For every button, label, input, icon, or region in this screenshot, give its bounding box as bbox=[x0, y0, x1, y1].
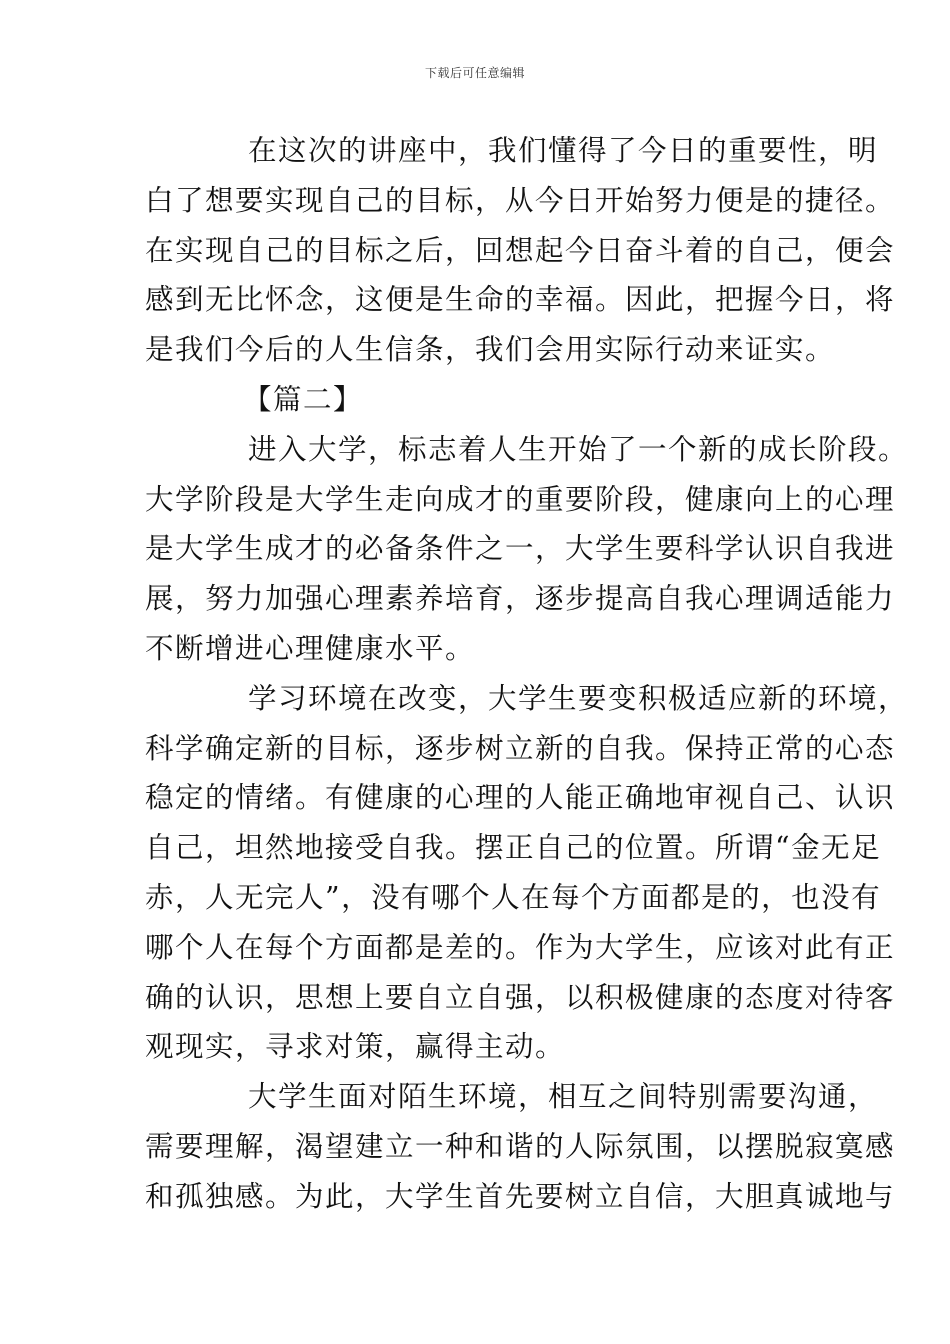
page-header: 下载后可任意编辑 bbox=[424, 66, 525, 80]
text-line: 哪个人在每个方面都是差的。作为大学生，应该对此有正 bbox=[145, 930, 896, 964]
text-line: 和孤独感。为此，大学生首先要树立自信，大胆真诚地与 bbox=[145, 1179, 896, 1213]
text-line: 自己，坦然地接受自我。摆正自己的位置。所谓“金无足 bbox=[145, 831, 882, 865]
text-line: 在实现自己的目标之后，回想起今日奋斗着的自己，便会 bbox=[145, 233, 896, 267]
document-body bbox=[145, 126, 909, 1222]
text-line: 展，努力加强心理素养培育，逐步提高自我心理调适能力 bbox=[145, 582, 896, 616]
paragraph bbox=[145, 126, 896, 375]
text-line: 大学生面对陌生环境，相互之间特别需要沟通， bbox=[248, 1080, 879, 1114]
paragraph bbox=[145, 1072, 896, 1221]
text-line: 在这次的讲座中，我们懂得了今日的重要性，明 bbox=[248, 134, 879, 167]
text-line: 确的认识，思想上要自立自强，以积极健康的态度对待客 bbox=[145, 980, 896, 1014]
text-line: 观现实，寻求对策，赢得主动。 bbox=[145, 1030, 566, 1064]
text-line: 需要理解，渴望建立一种和谐的人际氛围，以摆脱寂寞感 bbox=[145, 1129, 896, 1163]
text-line: 稳定的情绪。有健康的心理的人能正确地审视自己、认识 bbox=[145, 781, 896, 815]
text-line: 科学确定新的目标，逐步树立新的自我。保持正常的心态 bbox=[145, 731, 896, 765]
text-line: 是大学生成才的必备条件之一，大学生要科学认识自我进 bbox=[145, 532, 896, 566]
text-line: 大学阶段是大学生走向成才的重要阶段，健康向上的心理 bbox=[145, 482, 896, 516]
paragraph bbox=[145, 674, 909, 1072]
text-line: 进入大学，标志着人生开始了一个新的成长阶段。 bbox=[248, 432, 909, 466]
section-heading: 【篇二】 bbox=[243, 382, 364, 416]
text-line: 是我们今后的人生信条，我们会用实际行动来证实。 bbox=[145, 333, 836, 367]
text-line: 不断增进心理健康水平。 bbox=[145, 631, 476, 665]
text-line: 白了想要实现自己的目标，从今日开始努力便是的捷径。 bbox=[145, 183, 896, 217]
paragraph bbox=[145, 425, 909, 674]
text-line: 赤，人无完人”，没有哪个人在每个方面都是的，也没有 bbox=[145, 880, 882, 914]
text-line: 学习环境在改变，大学生要变积极适应新的环境， bbox=[248, 681, 909, 715]
text-line: 感到无比怀念，这便是生命的幸福。因此，把握今日，将 bbox=[145, 283, 896, 317]
